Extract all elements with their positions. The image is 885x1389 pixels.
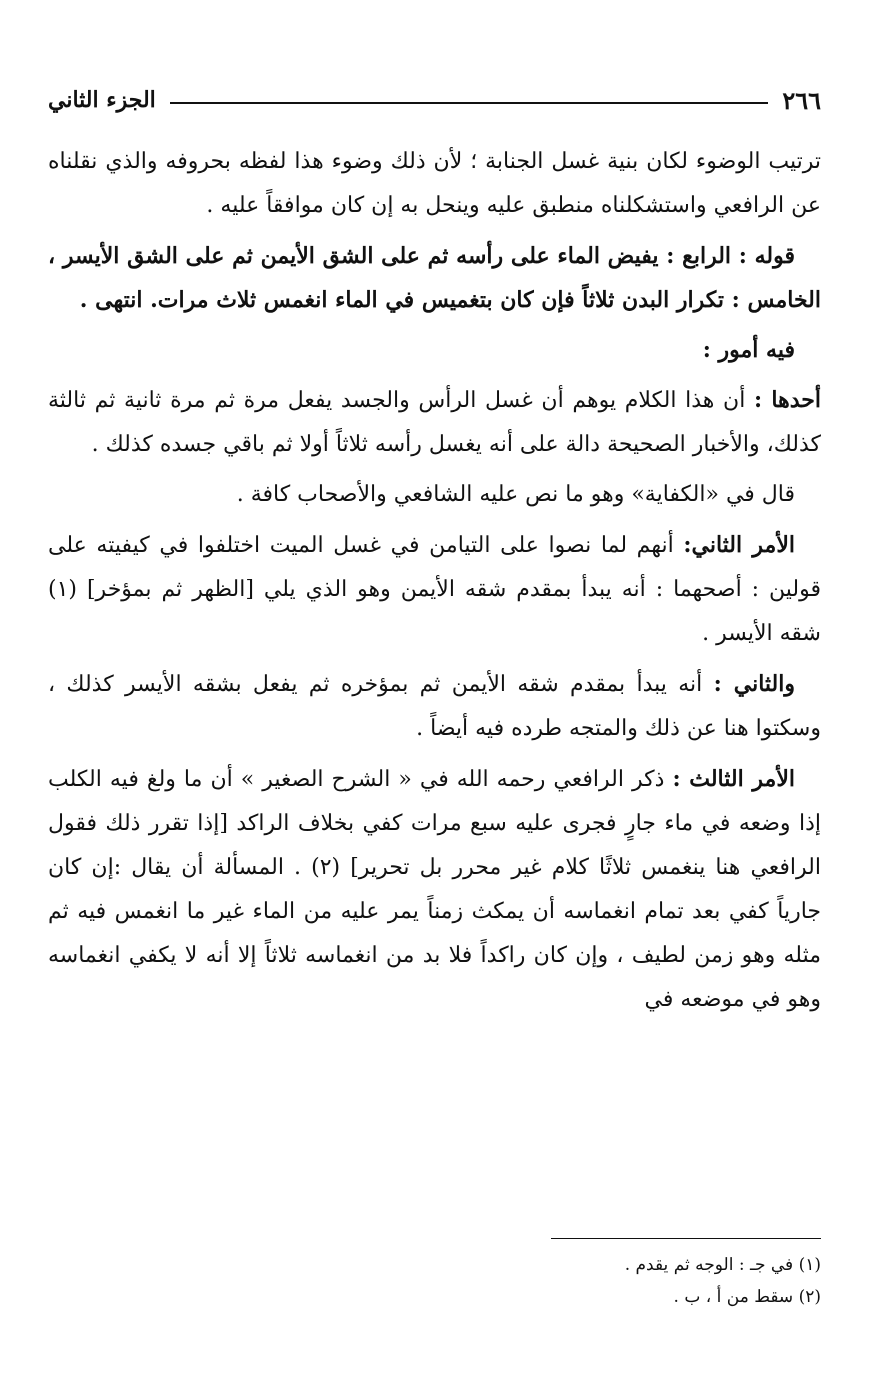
paragraph-2-quote bbox=[48, 234, 821, 322]
footnote-2: (٢) سقط من أ ، ب . bbox=[673, 1287, 821, 1307]
page-header bbox=[48, 80, 821, 120]
paragraph-8-text: ذكر الرافعي رحمه الله في « الشرح الصغير » أن ما ولغ فيه الكلب إذا وضعه في ماء جارٍ فجرى عليه سبع مرات كفي بخلاف الراكد [إذا تقرر ذلك فقول الرافعي هنا ينغمس ثلاثًا كلام غير محرر بل تحرير] (٢) . المسألة أن يقال :إن كان جارياً كفي بعد تمام انغماسه أن يمكث زمناً يمر عليه من الماء غير ما انغمس فيه ثم مثله وهو زمن لطيف ، وإن كان راكداً فلا بد من انغماسه ثلاثاً إلا أنه لا يكفي انغماسه وهو في موضعه في bbox=[48, 767, 821, 1012]
footnotes bbox=[48, 1238, 821, 1313]
page-number: ٢٦٦ bbox=[782, 85, 821, 115]
paragraph-2-lead: قوله : الرابع : يفيض الماء على رأسه ثم على الشق الأيمن ثم على الشق الأيسر ، الخامس : تكرار البدن ثلاثاً فإن كان بتغميس في الماء انغمس ثلاث مرات. انتهى . bbox=[48, 243, 821, 313]
paragraph-6 bbox=[48, 523, 821, 656]
footnote-rule bbox=[551, 1238, 821, 1239]
paragraph-5 bbox=[48, 473, 821, 517]
paragraph-7-lead: والثاني : bbox=[713, 671, 795, 697]
page-body bbox=[48, 140, 821, 1028]
paragraph-6-lead: الأمر الثاني: bbox=[683, 532, 796, 558]
paragraph-3-lead: فيه أمور : bbox=[702, 337, 795, 363]
paragraph-7-text: أنه يبدأ بمقدم شقه الأيمن ثم بمؤخره ثم يفعل بشقه الأيسر كذلك ، وسكتوا هنا عن ذلك والمتجه طرده فيه أيضاً . bbox=[48, 672, 821, 741]
paragraph-8-lead: الأمر الثالث : bbox=[672, 766, 795, 792]
header-rule bbox=[170, 102, 769, 104]
paragraph-1 bbox=[48, 140, 821, 228]
part-title: الجزء الثاني bbox=[48, 87, 156, 113]
paragraph-4-lead: أحدها : bbox=[753, 387, 821, 413]
paragraph-5-text: قال في «الكفاية» وهو ما نص عليه الشافعي والأصحاب كافة . bbox=[236, 482, 795, 507]
paragraph-3-heading bbox=[48, 328, 821, 372]
footnote-1: (١) في جـ : الوجه ثم يقدم . bbox=[624, 1255, 821, 1275]
paragraph-6-text: أنهم لما نصوا على التيامن في غسل الميت اختلفوا في كيفيته على قولين : أصحهما : أنه يبدأ بمقدم شقه الأيمن وهو الذي يلي [الظهر ثم بمؤخر] (١) شقه الأيسر . bbox=[48, 533, 821, 646]
paragraph-4-text: أن هذا الكلام يوهم أن غسل الرأس والجسد يفعل مرة ثم مرة ثانية ثم ثالثة كذلك، والأخبار الصحيحة دالة على أنه يغسل رأسه ثلاثاً أولا ثم باقي جسده كذلك . bbox=[48, 388, 821, 457]
paragraph-8 bbox=[48, 757, 821, 1022]
paragraph-1-text: ترتيب الوضوء لكان بنية غسل الجنابة ؛ لأن ذلك وضوء هذا لفظه بحروفه والذي نقلناه عن الرافعي واستشكلناه منطبق عليه وينحل به إن كان موافقاً عليه . bbox=[48, 149, 821, 218]
paragraph-7 bbox=[48, 662, 821, 751]
paragraph-4 bbox=[48, 378, 821, 467]
